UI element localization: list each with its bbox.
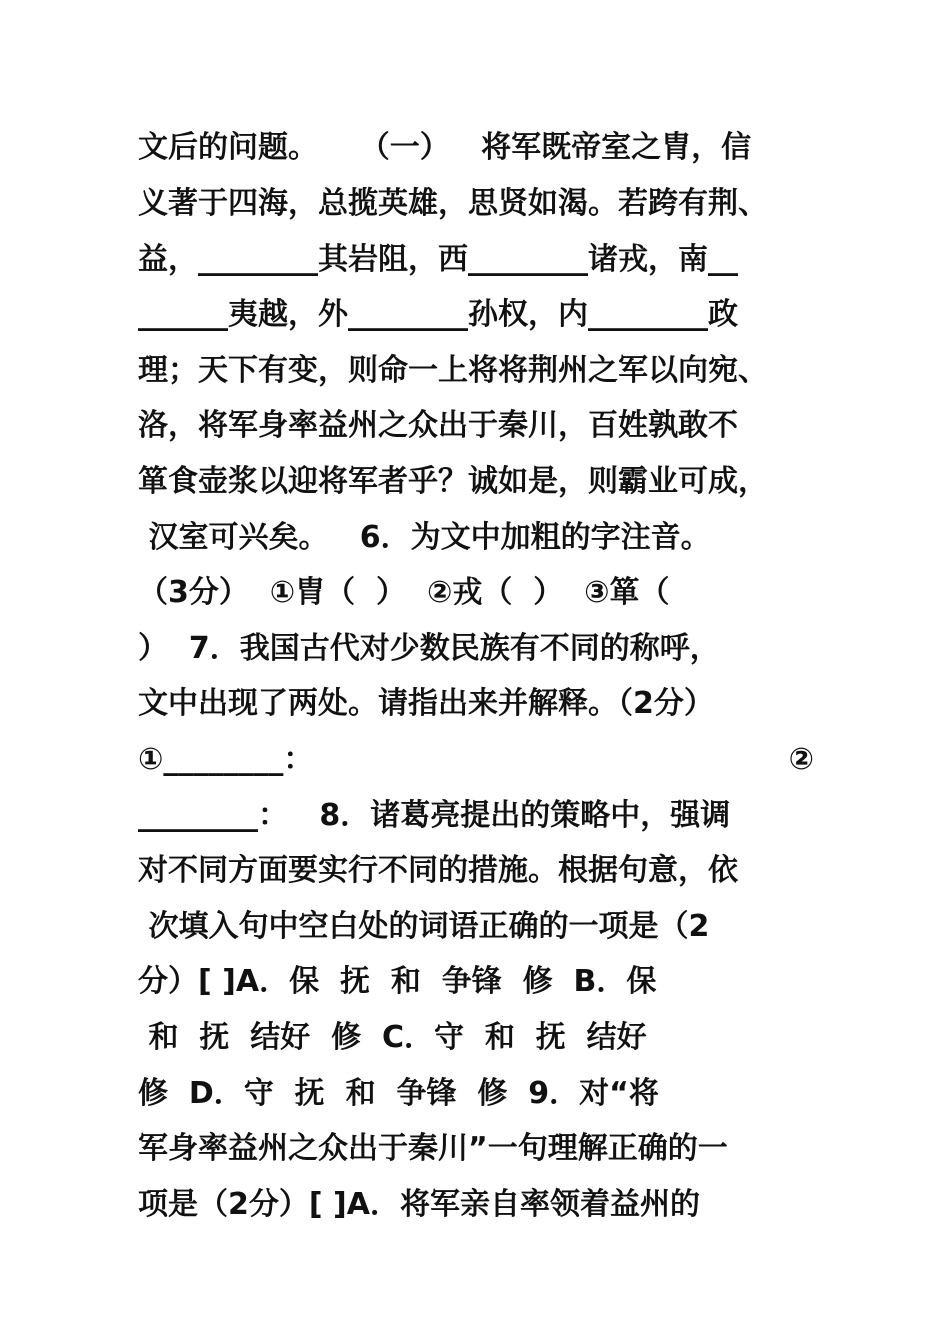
text-line-14: 对不同方面要实行不同的措施。根据句意，依 <box>138 853 738 888</box>
text-line-3: 益，________其岩阻，西________诸戎，南__ <box>138 242 738 277</box>
text-line-19: 军身率益州之众出于秦川”一句理解正确的一 <box>138 1131 728 1166</box>
text-line-5: 理；天下有变，则命一上将将荆州之军以向宛、 <box>138 353 768 388</box>
text-line-16: 分）[ ]A．保 抚 和 争锋 修 B．保 <box>138 964 657 999</box>
text-line-8: 汉室可兴矣。 6．为文中加粗的字注音。 <box>138 520 711 555</box>
text-line-18: 修 D．守 抚 和 争锋 修 9．对“将 <box>138 1076 659 1111</box>
text-line-10: ） 7．我国古代对少数民族有不同的称呼， <box>138 631 720 666</box>
text-line-17: 和 抚 结好 修 C．守 和 抚 结好 <box>138 1020 647 1055</box>
text-line-2: 义著于四海，总揽英雄，思贤如渴。若跨有荆、 <box>138 186 768 221</box>
text-line-6: 洛，将军身率益州之众出于秦川，百姓孰敢不 <box>138 408 738 443</box>
text-line-20: 项是（2分）[ ]A．将军亲自率领着益州的 <box>138 1187 700 1222</box>
text-line-12-right: ② <box>788 742 814 777</box>
text-line-1: 文后的问题。 （一） 将军既帝室之胄，信 <box>138 130 752 165</box>
text-line-12: ①________： <box>138 742 314 777</box>
text-line-11: 文中出现了两处。请指出来并解释。（2分） <box>138 686 714 721</box>
text-line-13: ________： 8．诸葛亮提出的策略中，强调 <box>138 798 731 833</box>
text-line-4: ______夷越，外________孙权，内________政 <box>138 297 738 332</box>
text-line-15: 次填入句中空白处的词语正确的一项是（2 <box>138 909 710 944</box>
text-line-7: 箪食壶浆以迎将军者乎？诚如是，则霸业可成， <box>138 464 768 499</box>
text-line-9: （3分） ①胄（ ） ②戎（ ） ③箪（ <box>138 575 670 610</box>
